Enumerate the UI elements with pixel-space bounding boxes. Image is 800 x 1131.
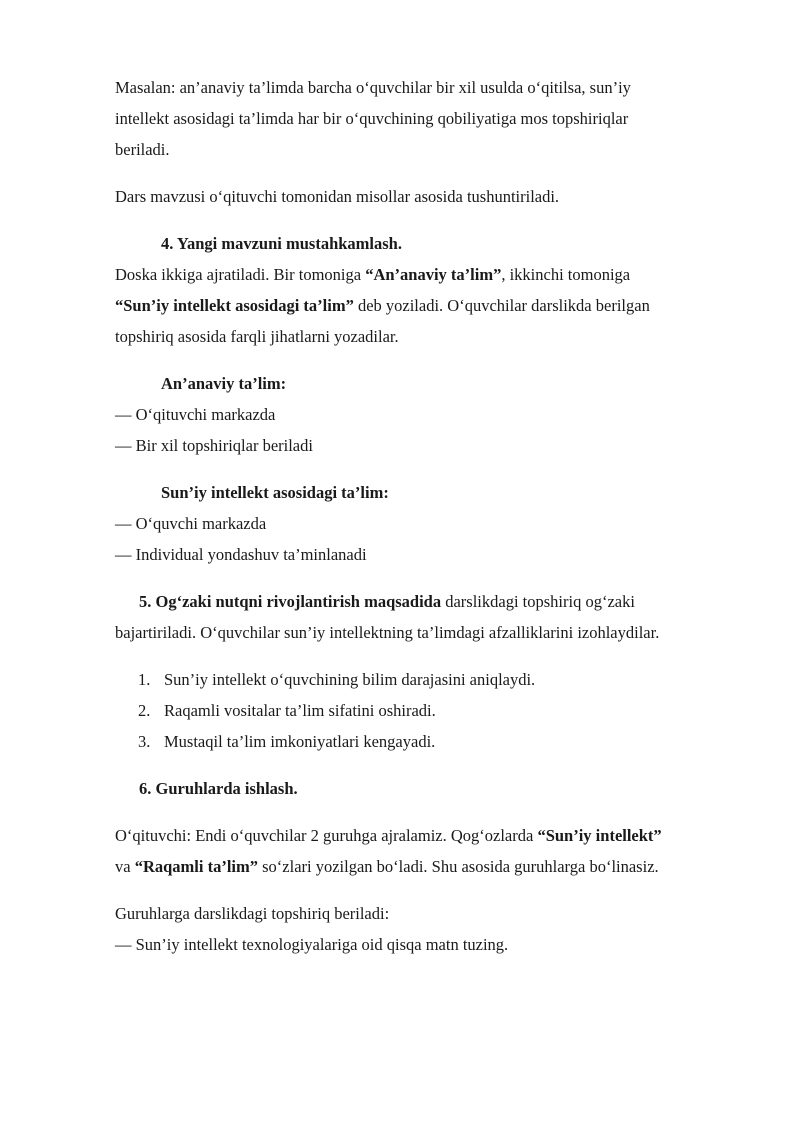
section-heading-4: 4. Yangi mavzuni mustahkamlash.	[161, 234, 402, 253]
paragraph-groups	[115, 820, 745, 882]
ai-education-block	[115, 477, 745, 570]
list-text: Raqamli vositalar ta’lim sifatini oshiradi.	[164, 701, 436, 720]
list-item	[115, 695, 745, 726]
list-number: 1.	[138, 670, 151, 689]
paragraph-oral-speech	[115, 586, 745, 648]
text-line	[115, 851, 745, 882]
text-span: Doska ikkiga ajratiladi. Bir tomoniga	[115, 265, 366, 284]
bold-term: “Raqamli ta’lim”	[134, 857, 258, 876]
text-line	[115, 820, 745, 851]
list-text: Mustaqil ta’lim imkoniyatlari kengayadi.	[164, 732, 436, 751]
list-item	[115, 664, 745, 695]
numbered-list	[115, 664, 745, 757]
traditional-heading: An’anaviy ta’lim:	[161, 374, 287, 393]
ai-heading: Sun’iy intellekt asosidagi ta’lim:	[161, 483, 389, 502]
list-number: 2.	[138, 701, 151, 720]
list-line: — Individual yondashuv ta’minlanadi	[115, 545, 367, 564]
text-span: deb yoziladi. O‘quvchilar darslikda berilgan	[353, 296, 650, 315]
list-number: 3.	[138, 732, 151, 751]
text-span: va	[115, 857, 135, 876]
text-span: O‘qituvchi: Endi o‘quvchilar 2 guruhga ajralamiz. Qog‘ozlarda	[115, 826, 538, 845]
text-line: Masalan: an’anaviy ta’limda barcha o‘quvchilar bir xil usulda o‘qitilsa, sun’iy	[115, 78, 631, 97]
text-span: so‘zlari yozilgan bo‘ladi. Shu asosida guruhlarga bo‘linasiz.	[258, 857, 659, 876]
text-span: , ikkinchi tomoniga	[501, 265, 631, 284]
text-line: beriladi.	[115, 140, 170, 159]
text-line	[115, 586, 745, 617]
traditional-education-block	[115, 368, 745, 461]
text-line	[115, 290, 745, 321]
list-line: — O‘quvchi markazda	[115, 514, 267, 533]
paragraph-group-task	[115, 898, 745, 960]
paragraph-explanation: Dars mavzusi o‘qituvchi tomonidan misollar asosida tushuntiriladi.	[115, 187, 560, 206]
text-line: Guruhlarga darslikdagi topshiriq beriladi:	[115, 904, 390, 923]
list-line: — O‘qituvchi markazda	[115, 405, 276, 424]
document-page	[115, 72, 745, 960]
bold-term: “An’anaviy ta’lim”	[365, 265, 502, 284]
paragraph-example	[115, 72, 745, 165]
list-text: Sun’iy intellekt o‘quvchining bilim darajasini aniqlaydi.	[164, 670, 536, 689]
list-line: — Bir xil topshiriqlar beriladi	[115, 436, 313, 455]
text-line: intellekt asosidagi ta’limda har bir o‘quvchining qobiliyatiga mos topshiriqlar	[115, 109, 629, 128]
text-line: bajartiriladi. O‘quvchilar sun’iy intellektning ta’limdagi afzalliklarini izohlaydilar.	[115, 623, 660, 642]
list-item	[115, 726, 745, 757]
text-span: darslikdagi topshiriq og‘zaki	[441, 592, 635, 611]
bold-term: “Sun’iy intellekt”	[537, 826, 662, 845]
section-heading-5: 5. Og‘zaki nutqni rivojlantirish maqsadida	[139, 592, 442, 611]
text-line: topshiriq asosida farqli jihatlarni yozadilar.	[115, 327, 399, 346]
paragraph-board	[115, 259, 745, 352]
section-heading-6: 6. Guruhlarda ishlash.	[139, 779, 298, 798]
text-line	[115, 259, 745, 290]
text-line: — Sun’iy intellekt texnologiyalariga oid qisqa matn tuzing.	[115, 935, 509, 954]
bold-term: “Sun’iy intellekt asosidagi ta’lim”	[115, 296, 354, 315]
